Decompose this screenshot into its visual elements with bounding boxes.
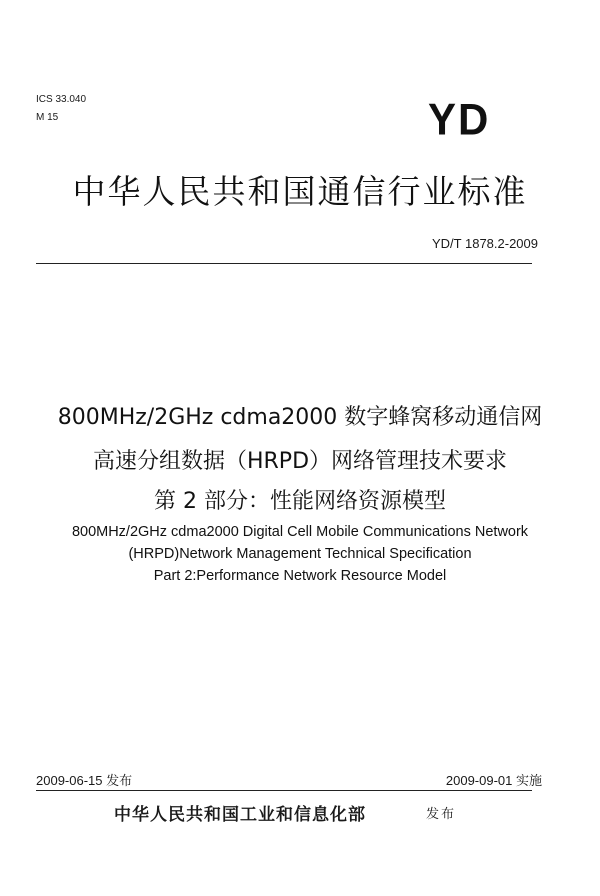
header-divider <box>36 263 532 264</box>
ccs-code: M 15 <box>36 112 59 123</box>
effective-date: 2009-09-01 实施 <box>445 773 542 788</box>
issuing-authority: 中华人民共和国工业和信息化部 <box>114 805 366 825</box>
title-cn-line-3: 第 2 部分：性能网络资源模型 <box>154 489 446 514</box>
publish-date: 2009-06-15 发布 <box>36 773 133 788</box>
standard-number: YD/T 1878.2-2009 <box>432 236 538 251</box>
issuing-action: 发布 <box>426 807 457 822</box>
title-en-line-1: 800MHz/2GHz cdma2000 Digital Cell Mobile Communications Network <box>71 524 529 540</box>
title-cn-line-1: 800MHz/2GHz cdma2000 数字蜂窝移动通信网 <box>57 405 543 430</box>
title-en-line-2: (HRPD)Network Management Technical Specification <box>128 546 472 562</box>
yd-logo: YD <box>428 94 491 145</box>
standard-category-title: 中华人民共和国通信行业标准 <box>72 172 528 211</box>
title-cn-line-2: 高速分组数据（HRPD）网络管理技术要求 <box>92 449 508 474</box>
title-en-line-3: Part 2:Performance Network Resource Model <box>153 568 447 584</box>
ics-code: ICS 33.040 <box>36 94 87 105</box>
footer-divider <box>36 790 532 791</box>
